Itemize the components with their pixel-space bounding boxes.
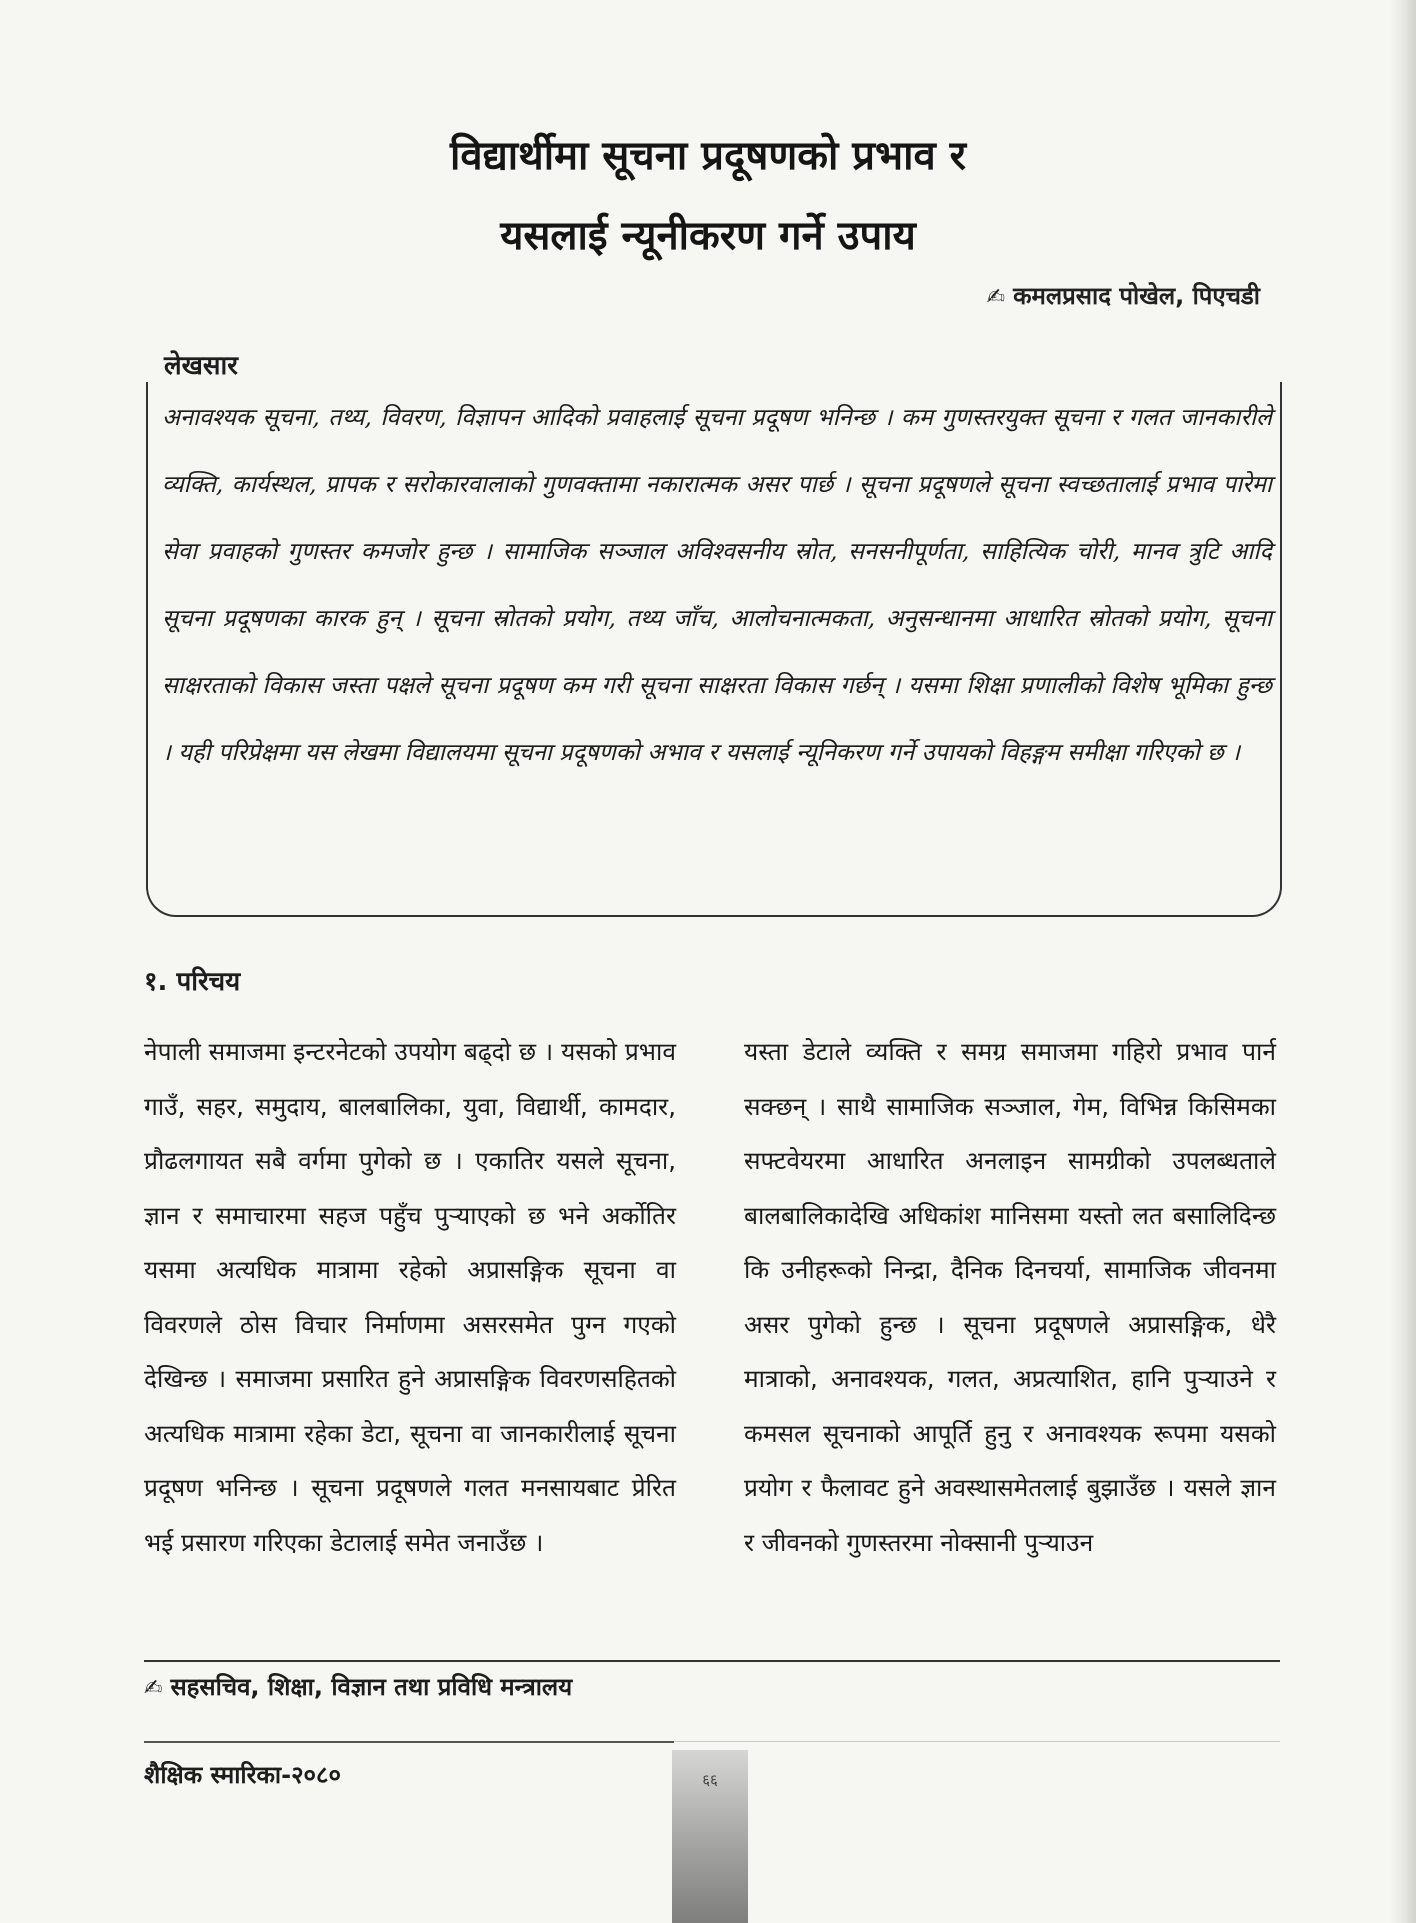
author-name: कमलप्रसाद पोखेल, पिएचडी [1013, 282, 1260, 310]
section-heading: १. परिचय [144, 967, 241, 997]
body-column-right: यस्ता डेटाले व्यक्ति र समग्र समाजमा गहिरो प्रभाव पार्न सक्छन् । साथै सामाजिक सञ्जाल, गेम, विभिन्न किसिमका सफ्टवेयरमा आधारित अनलाइन सामग्रीको उपलब्धताले बालबालिकादेखि अधिकांश मानिसमा यस्तो लत बसालिदिन्छ कि उनीहरूको निन्द्रा, दैनिक दिनचर्या, सामाजिक जीवनमा असर पुगेको हुन्छ । सूचना प्रदूषणले अप्रासङ्गिक, धेरै मात्राको, अनावश्यक, गलत, अप्रत्याशित, हानि पुऱ्याउने र कमसल सूचनाको आपूर्ति हुनु र अनावश्यक रूपमा यसको प्रयोग र फैलावट हुने अवस्थासमेतलाई बुझाउँछ । यसले ज्ञान र जीवनको गुणस्तरमा नोक्सानी पुऱ्याउन [744, 1037, 1276, 1557]
page-number-tab [672, 1750, 748, 1923]
page-edge-shadow [1390, 0, 1416, 1923]
pen-icon: ✍ [144, 1676, 163, 1701]
footnote-text: सहसचिव, शिक्षा, विज्ञान तथा प्रविधि मन्त्रालय [170, 1673, 573, 1701]
footer-divider-light [674, 1741, 1280, 1742]
abstract-heading: लेखसार [164, 351, 238, 381]
page-number: ६६ [702, 1771, 718, 1789]
pen-icon: ✍ [986, 285, 1006, 310]
abstract-text: अनावश्यक सूचना, तथ्य, विवरण, विज्ञापन आदिको प्रवाहलाई सूचना प्रदूषण भनिन्छ । कम गुणस्तरयुक्त सूचना र गलत जानकारीले व्यक्ति, कार्यस्थल, प्रापक र सरोकारवालाको गुणवक्तामा नकारात्मक असर पार्छ । सूचना प्रदूषणले सूचना स्वच्छतालाई प्रभाव पारेमा सेवा प्रवाहको गुणस्तर कमजोर हुन्छ । सामाजिक सञ्जाल अविश्वसनीय स्रोत, सनसनीपूर्णता, साहित्यिक चोरी, मानव त्रुटि आदि सूचना प्रदूषणका कारक हुन् । सूचना स्रोतको प्रयोग, तथ्य जाँच, आलोचनात्मकता, अनुसन्धानमा आधारित स्रोतको प्रयोग, सूचना साक्षरताको विकास जस्ता पक्षले सूचना प्रदूषण कम गरी सूचना साक्षरता विकास गर्छन् । यसमा शिक्षा प्रणालीको विशेष भूमिका हुन्छ । यही परिप्रेक्षमा यस लेखमा विद्यालयमा सूचना प्रदूषणको अभाव र यसलाई न्यूनिकरण गर्ने उपायको विहङ्गम समीक्षा गरिएको छ । [162, 403, 1272, 766]
footnote [144, 1670, 572, 1703]
footer-divider [144, 1741, 674, 1743]
publication-name: शैक्षिक स्मारिका-२०८० [144, 1761, 341, 1789]
footnote-divider [144, 1660, 1280, 1662]
article-title-line1: विद्यार्थीमा सूचना प्रदूषणको प्रभाव र [449, 133, 967, 179]
author-byline [987, 279, 1260, 312]
body-column-left: नेपाली समाजमा इन्टरनेटको उपयोग बढ्दो छ । यसको प्रभाव गाउँ, सहर, समुदाय, बालबालिका, युवा, विद्यार्थी, कामदार, प्रौढलगायत सबै वर्गमा पुगेको छ । एकातिर यसले सूचना, ज्ञान र समाचारमा सहज पहुँच पुऱ्याएको छ भने अर्कोतिर यसमा अत्यधिक मात्रामा रहेको अप्रासङ्गिक सूचना वा विवरणले ठोस विचार निर्माणमा असरसमेत पुग्न गएको देखिन्छ । समाजमा प्रसारित हुने अप्रासङ्गिक विवरणसहितको अत्यधिक मात्रामा रहेका डेटा, सूचना वा जानकारीलाई सूचना प्रदूषण भनिन्छ । सूचना प्रदूषणले गलत मनसायबाट प्रेरित भई प्रसारण गरिएका डेटालाई समेत जनाउँछ । [144, 1037, 676, 1557]
article-title-line2: यसलाई न्यूनीकरण गर्ने उपाय [500, 213, 916, 259]
